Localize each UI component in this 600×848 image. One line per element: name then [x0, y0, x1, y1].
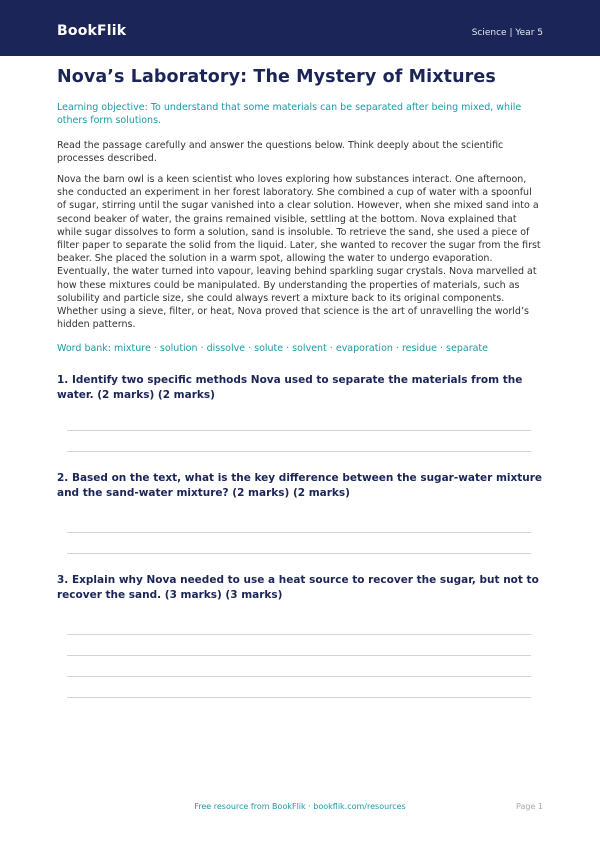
worksheet-content	[57, 66, 543, 698]
learning-objective: Learning objective: To understand that some materials can be separated after being mixed, while others form solutions.	[57, 102, 522, 126]
page-number: Page 1	[516, 802, 543, 811]
brand-logo[interactable]: BookFlik	[57, 23, 127, 39]
reading-passage: Nova the barn owl is a keen scientist who loves exploring how substances interact. One afternoon, she conducted an experiment in her forest laboratory. She combined a cup of water with a spoonful of sugar, stirring until the sugar vanished into a clear solution. However, when she mixed sand into a second beaker of water, the grains remained visible, settling at the bottom. Nova explained that while sugar dissolves to form a solution, sand is insoluble. To retrieve the sand, she used a piece of filter paper to separate the solid from the liquid. Later, she wanted to recover the sugar from the first beaker. She placed the solution in a warm spot, allowing the water to undergo evaporation. Eventually, the water turned into vapour, leaving behind sparkling sugar crystals. Nova marvelled at how these mixtures could be manipulated. By understanding the properties of materials, such as solubility and particle size, she could always revert a mixture back to its original components. Whether using a sieve, filter, or heat, Nova proved that science is the art of unravelling the world’s hidden patterns.	[57, 174, 541, 331]
answer-line[interactable]	[67, 532, 531, 533]
instructions: Read the passage carefully and answer the questions below. Think deeply about the scientific processes described.	[57, 140, 504, 164]
answer-line[interactable]	[67, 634, 531, 635]
question-3: 3. Explain why Nova needed to use a heat source to recover the sugar, but not to recover the sand. (3 marks) (3 marks)	[57, 574, 539, 601]
answer-line[interactable]	[67, 655, 531, 656]
answer-lines-2[interactable]	[57, 532, 543, 554]
subject-year-label: Science | Year 5	[471, 28, 543, 38]
question-2: 2. Based on the text, what is the key difference between the sugar-water mixture and the sand-water mixture? (2 marks) (2 marks)	[57, 472, 543, 499]
footer-link[interactable]: Free resource from BookFlik · bookflik.com/resources	[194, 802, 406, 811]
answer-line[interactable]	[67, 697, 531, 698]
answer-line[interactable]	[67, 553, 531, 554]
answer-lines-1[interactable]	[57, 430, 543, 452]
answer-lines-3[interactable]	[57, 634, 543, 698]
question-1: 1. Identify two specific methods Nova used to separate the materials from the water. (2 marks) (2 marks)	[57, 374, 523, 401]
answer-line[interactable]	[67, 430, 531, 431]
header-bar	[0, 0, 600, 56]
word-bank: Word bank: mixture · solution · dissolve · solute · solvent · evaporation · residue · separate	[57, 343, 488, 355]
answer-line[interactable]	[67, 676, 531, 677]
answer-line[interactable]	[67, 451, 531, 452]
page-title: Nova’s Laboratory: The Mystery of Mixtures	[57, 67, 496, 87]
